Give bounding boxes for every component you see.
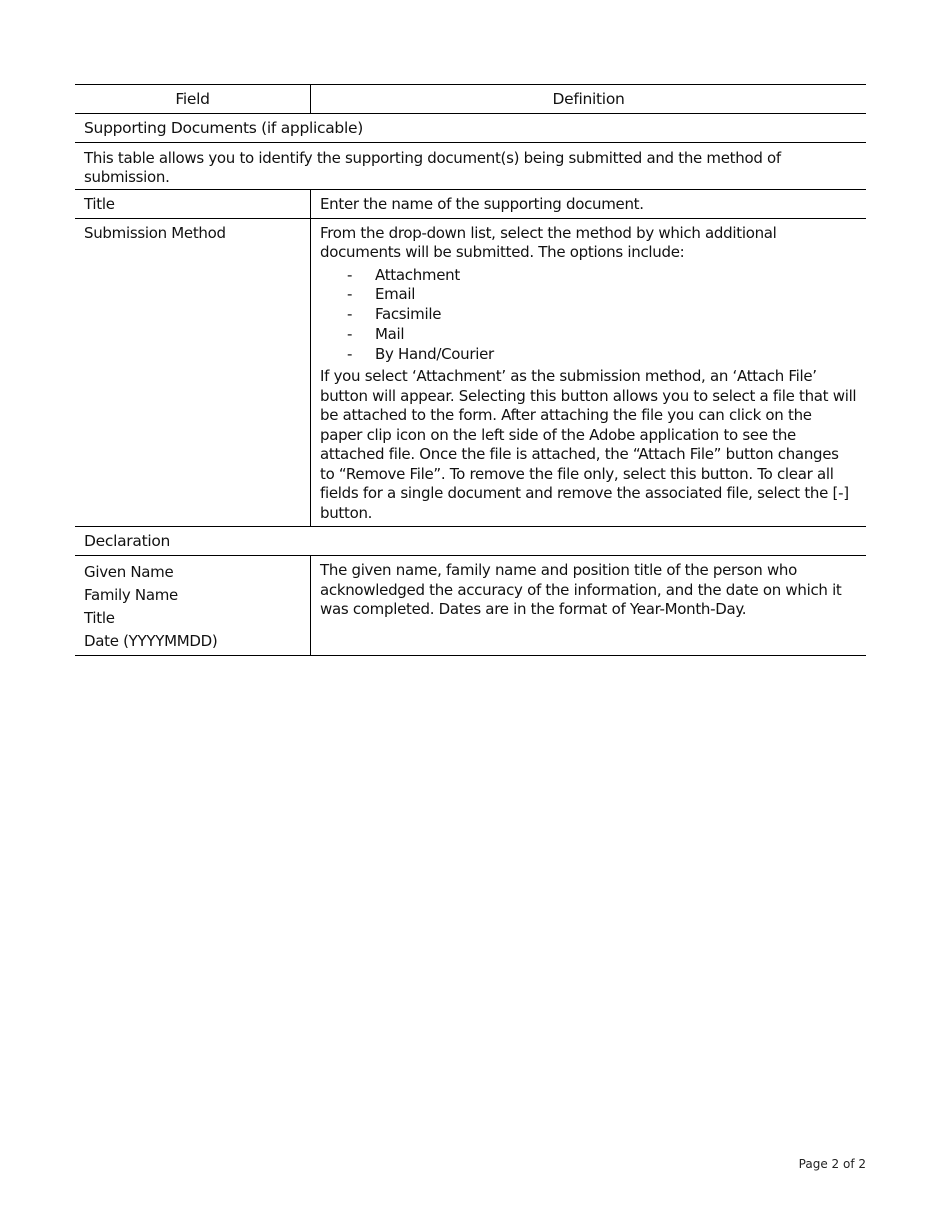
definition-declaration: The given name, family name and position title of the person who acknowledged the accuracy of the information, and the date on which it was completed. Dates are in the format of Year-Month-Day. (320, 561, 842, 619)
field-name-family-name: Family Name (84, 586, 178, 605)
submission-method-detail: If you select ‘Attachment’ as the submission method, an ‘Attach File’ button will appear. Selecting this button allows you to select a file that will be attached to the form. After attaching the file you can click on the paper clip icon on the left side of the Adobe application to see the attached file. Once the file is attached, the “Attach File” button changes to “Remove File”. To remove the file only, select this button. To clear all fields for a single document and remove the associated file, select the [-] button. (320, 367, 857, 522)
definition-column-header: Definition (552, 90, 625, 108)
option-label: Facsimile (375, 305, 442, 324)
submission-method-intro: From the drop-down list, select the method by which additional documents will be submitted. The options include: (320, 223, 777, 261)
definition-submission-method (311, 218, 867, 527)
field-name-submission-method: Submission Method (75, 218, 311, 527)
field-name-given-name: Given Name (84, 563, 174, 582)
section-title-supporting-documents: Supporting Documents (if applicable) (84, 119, 363, 137)
table-row-title (75, 190, 866, 219)
list-item: - By Hand/Courier (347, 344, 494, 363)
supporting-documents-intro: This table allows you to identify the supporting document(s) being submitted and the method of submission. (84, 149, 781, 186)
section-row-declaration (75, 527, 866, 556)
list-item: - Mail (347, 324, 405, 343)
page-number: Page 2 of 2 (798, 1157, 866, 1171)
intro-row (75, 143, 866, 190)
field-name-title: Title (84, 609, 115, 628)
declaration-field-names (75, 556, 311, 655)
list-item: - Attachment (347, 265, 460, 284)
definition-title: Enter the name of the supporting document. (320, 195, 644, 213)
list-item: - Email (347, 285, 416, 304)
table-row-submission-method (75, 218, 866, 527)
table-row-declaration (75, 556, 866, 655)
section-row-supporting-documents (75, 114, 866, 143)
field-name-date: Date (YYYYMMDD) (84, 631, 218, 650)
list-item: - Facsimile (347, 305, 442, 324)
table-header-row (75, 85, 866, 114)
option-label: Attachment (375, 265, 460, 284)
field-definition-table (75, 84, 866, 656)
section-title-declaration: Declaration (84, 532, 171, 551)
submission-options-list (320, 266, 857, 365)
option-label: Email (375, 285, 416, 304)
field-column-header: Field (75, 85, 311, 114)
field-name-title: Title (75, 190, 311, 219)
option-label: By Hand/Courier (375, 344, 494, 363)
option-label: Mail (375, 324, 405, 343)
